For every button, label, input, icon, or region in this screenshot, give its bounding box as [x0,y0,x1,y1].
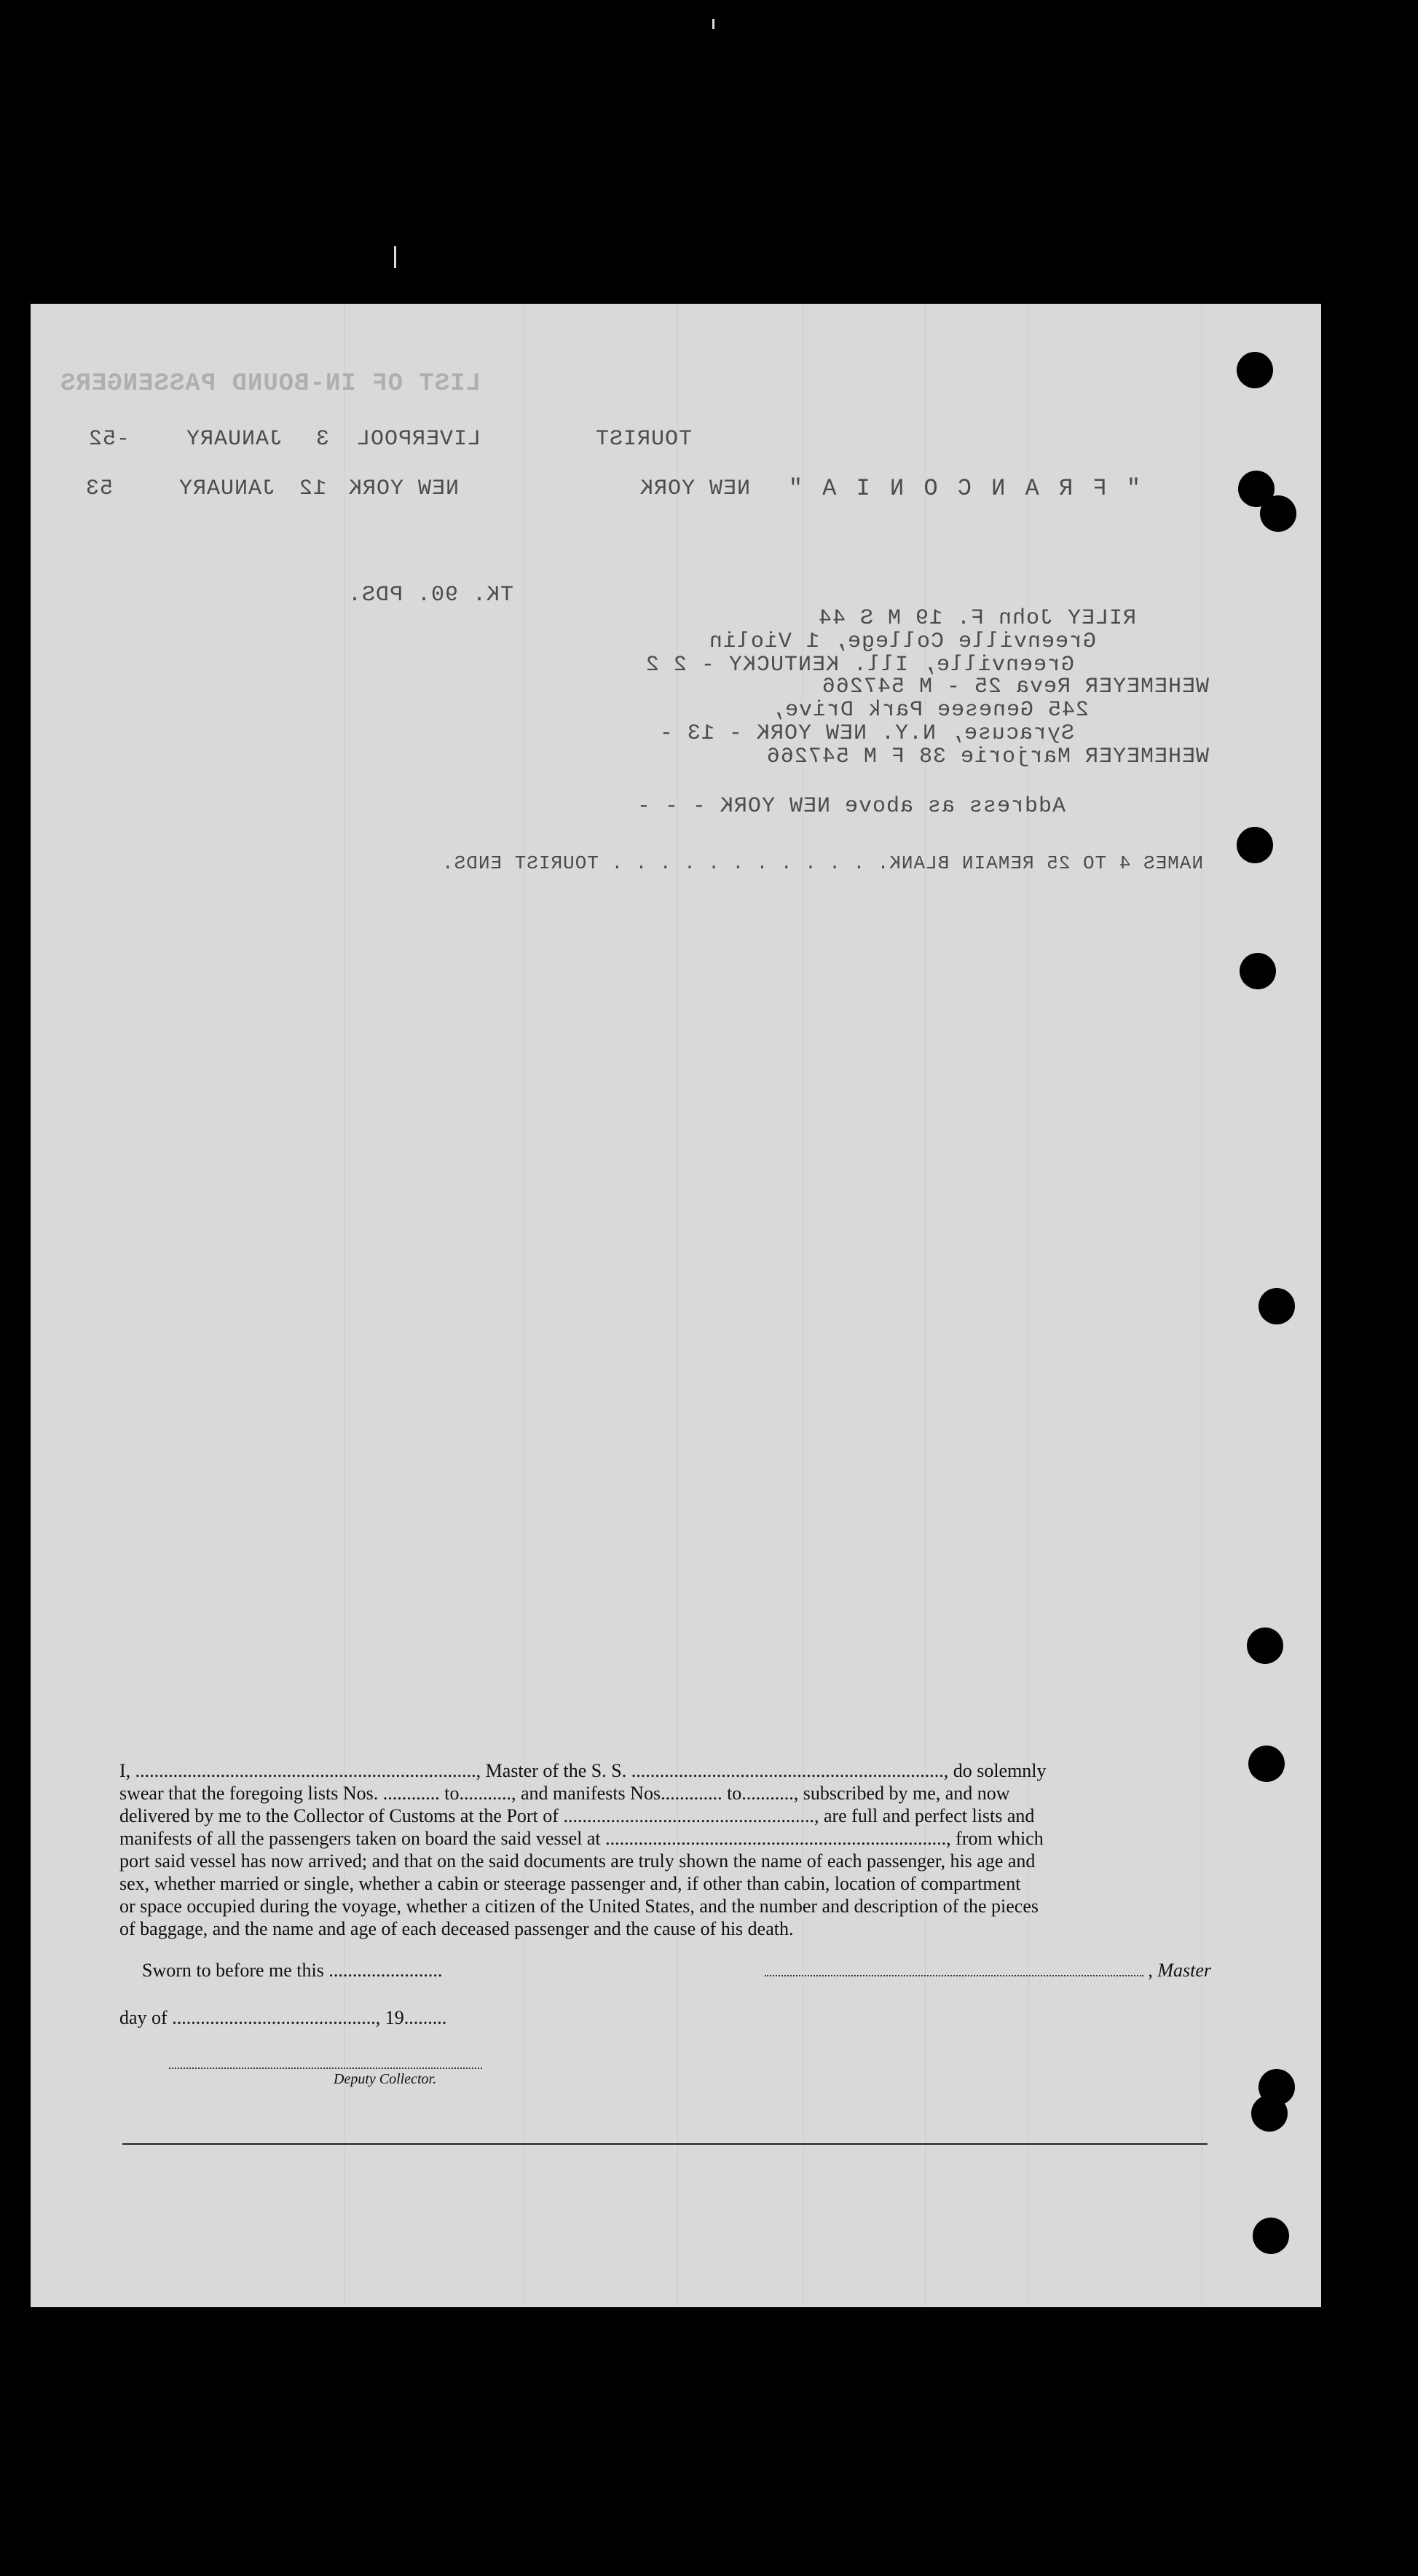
column-guide [1028,304,1029,2307]
oath-line: port said vessel has now arrived; and that on the said documents are truly shown the name of each passenger, his age and [119,1850,1036,1872]
bottom-rule [122,2143,1208,2145]
oath-line: sex, whether married or single, whether a cabin or steerage passenger and, if other than cabin, location of compartment [119,1873,1021,1894]
deputy-signature-line [169,2068,482,2069]
reverse-passenger-line: Greenville, Ill. KENTUCKY - 2 2 [645,653,1074,678]
binder-hole [1237,352,1273,388]
reverse-passenger-line: WEHEMEYER Reva 25 - M 547266 [821,675,1209,699]
sworn-line: Sworn to before me this ........................ [142,1960,443,1981]
reverse-ship-name: " F R A N C O N I A " [785,475,1141,502]
reverse-passenger-line: Greenville College, 1 Violin [708,629,1096,654]
column-guide [524,304,525,2307]
reverse-port: NEW YORK [347,476,459,501]
reverse-day: 3 [315,427,329,452]
binder-hole [1247,1627,1283,1664]
reverse-month: JANUARY [185,427,283,452]
signature-dots [765,1975,1143,1976]
reverse-passenger-line: RILEY John F. 19 M S 44 [817,606,1136,631]
oath-paragraph [119,1759,1210,1940]
day-of-line: day of ..........................................., 19......... [119,2007,447,2028]
binder-hole [1251,2095,1288,2132]
binder-hole [1253,2218,1289,2254]
oath-line: of baggage, and the name and age of each deceased passenger and the cause of his death. [119,1918,794,1939]
master-signature-line: , Master [754,1960,1211,1982]
oath-line: swear that the foregoing lists Nos. ............ to..........., and manifests Nos............. to..........., subscribed by me, and now [119,1783,1010,1804]
oath-line: I, ........................................................................, Master of the S. S. .................................................................., do solemnly [119,1760,1047,1781]
reverse-passenger-line: WEHEMEYER Marjorie 38 F M 547266 [765,745,1209,769]
reverse-passenger-line: Address as above NEW YORK - - - [636,794,1066,819]
master-label: Master [1157,1960,1211,1981]
reverse-port: NEW YORK [639,476,750,501]
scan-speck [712,19,714,29]
reverse-day: 12 [298,476,326,501]
column-guide [925,304,926,2307]
reverse-passenger-line: NAMES 4 TO 25 REMAIN BLANK. . . . . . . . . . . . TOURIST ENDS. [441,852,1203,874]
reverse-list-number: 53 [84,476,113,501]
reverse-port: LIVERPOOL [355,427,481,452]
reverse-list-number: -52 [87,427,130,452]
scan-speck [394,246,396,268]
binder-hole [1240,953,1276,989]
binder-hole [1248,1746,1285,1782]
binder-hole [1237,827,1273,863]
oath-line: manifests of all the passengers taken on board the said vessel at ........................................................................, from which [119,1828,1044,1849]
reverse-month: JANUARY [178,476,275,501]
reverse-passenger-line: Syracuse, N.Y. NEW YORK - 13 - [658,721,1074,746]
reverse-top-heading: LIST OF IN-BOUND PASSENGERS [60,370,481,398]
deputy-collector-label: Deputy Collector. [334,2071,437,2087]
column-guide [677,304,678,2307]
reverse-class: TOURIST [594,427,692,452]
oath-line: delivered by me to the Collector of Customs at the Port of ....................................................., are full and perfect lists and [119,1805,1035,1826]
binder-hole [1260,495,1296,532]
binder-hole [1259,1288,1295,1324]
oath-line: or space occupied during the voyage, whether a citizen of the United States, and the number and description of the pieces [119,1896,1039,1917]
reverse-passenger-line: 245 Genesee Park Drive, [770,698,1089,723]
reverse-tk-line: TK. 90. PDS. [347,583,513,608]
